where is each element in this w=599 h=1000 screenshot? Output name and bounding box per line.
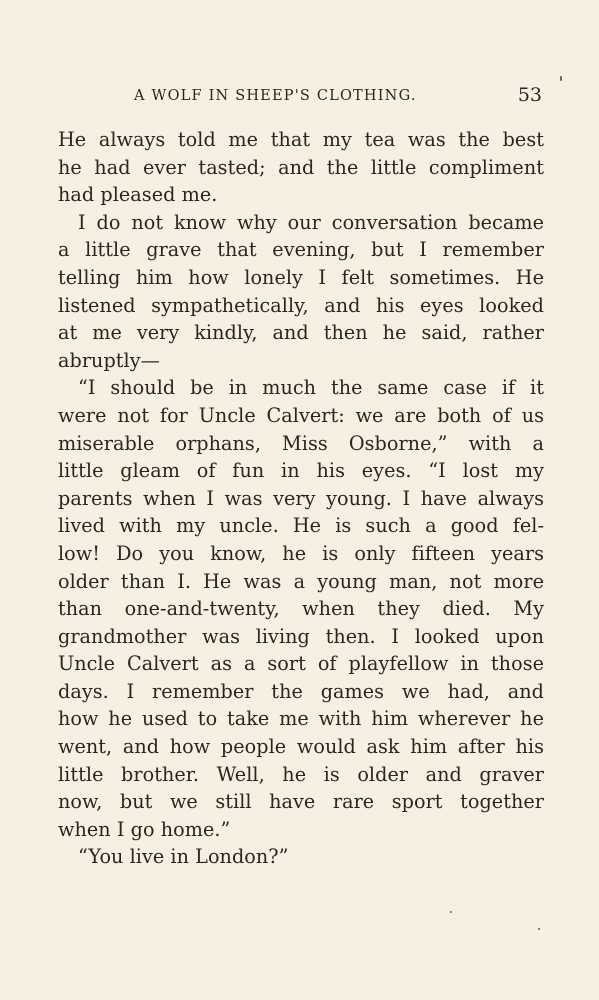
text-line: “I should be in much the same case if it [78, 376, 544, 400]
text-line: abruptly— [58, 348, 160, 372]
text-line: listened sympathetically, and his eyes looked [58, 293, 544, 317]
speck-mark [450, 911, 452, 913]
text-line: I do not know why our conversation became [78, 210, 544, 234]
text-line: than one-and-twenty, when they died. My [58, 597, 544, 621]
text-line: miserable orphans, Miss Osborne,” with a [58, 431, 544, 455]
speck-mark [560, 76, 562, 81]
text-line: days. I remember the games we had, and [58, 679, 544, 703]
running-head: A WOLF IN SHEEP'S CLOTHING. [134, 88, 417, 104]
text-line: at me very kindly, and then he said, rather [58, 321, 544, 345]
page-number: 53 [517, 84, 542, 106]
text-line: lived with my uncle. He is such a good fel- [58, 514, 544, 538]
text-line: grandmother was living then. I looked upon [58, 624, 544, 648]
text-line: little gleam of fun in his eyes. “I lost my [58, 459, 544, 483]
text-line: he had ever tasted; and the little compliment [58, 155, 544, 179]
text-line: Uncle Calvert as a sort of playfellow in those [58, 652, 544, 676]
text-line: He always told me that my tea was the best [58, 128, 544, 151]
text-line: went, and how people would ask him after his [58, 735, 544, 759]
text-line: when I go home.” [58, 817, 231, 841]
speck-mark [538, 928, 540, 930]
text-line: telling him how lonely I felt sometimes. He [58, 265, 544, 289]
text-line: parents when I was very young. I have always [58, 486, 544, 510]
text-line: were not for Uncle Calvert: we are both of us [58, 403, 544, 427]
text-line: low! Do you know, he is only fifteen years [58, 541, 544, 565]
body-text [58, 126, 544, 871]
page-header [58, 86, 548, 112]
text-line: little brother. Well, he is older and graver [58, 762, 544, 786]
text-line: “You live in London?” [78, 845, 289, 869]
text-line: how he used to take me with him wherever he [58, 707, 544, 731]
text-line: now, but we still have rare sport together [58, 790, 544, 814]
text-line: a little grave that evening, but I remember [58, 238, 544, 262]
text-line: older than I. He was a young man, not more [58, 569, 544, 593]
text-line: had pleased me. [58, 183, 218, 207]
